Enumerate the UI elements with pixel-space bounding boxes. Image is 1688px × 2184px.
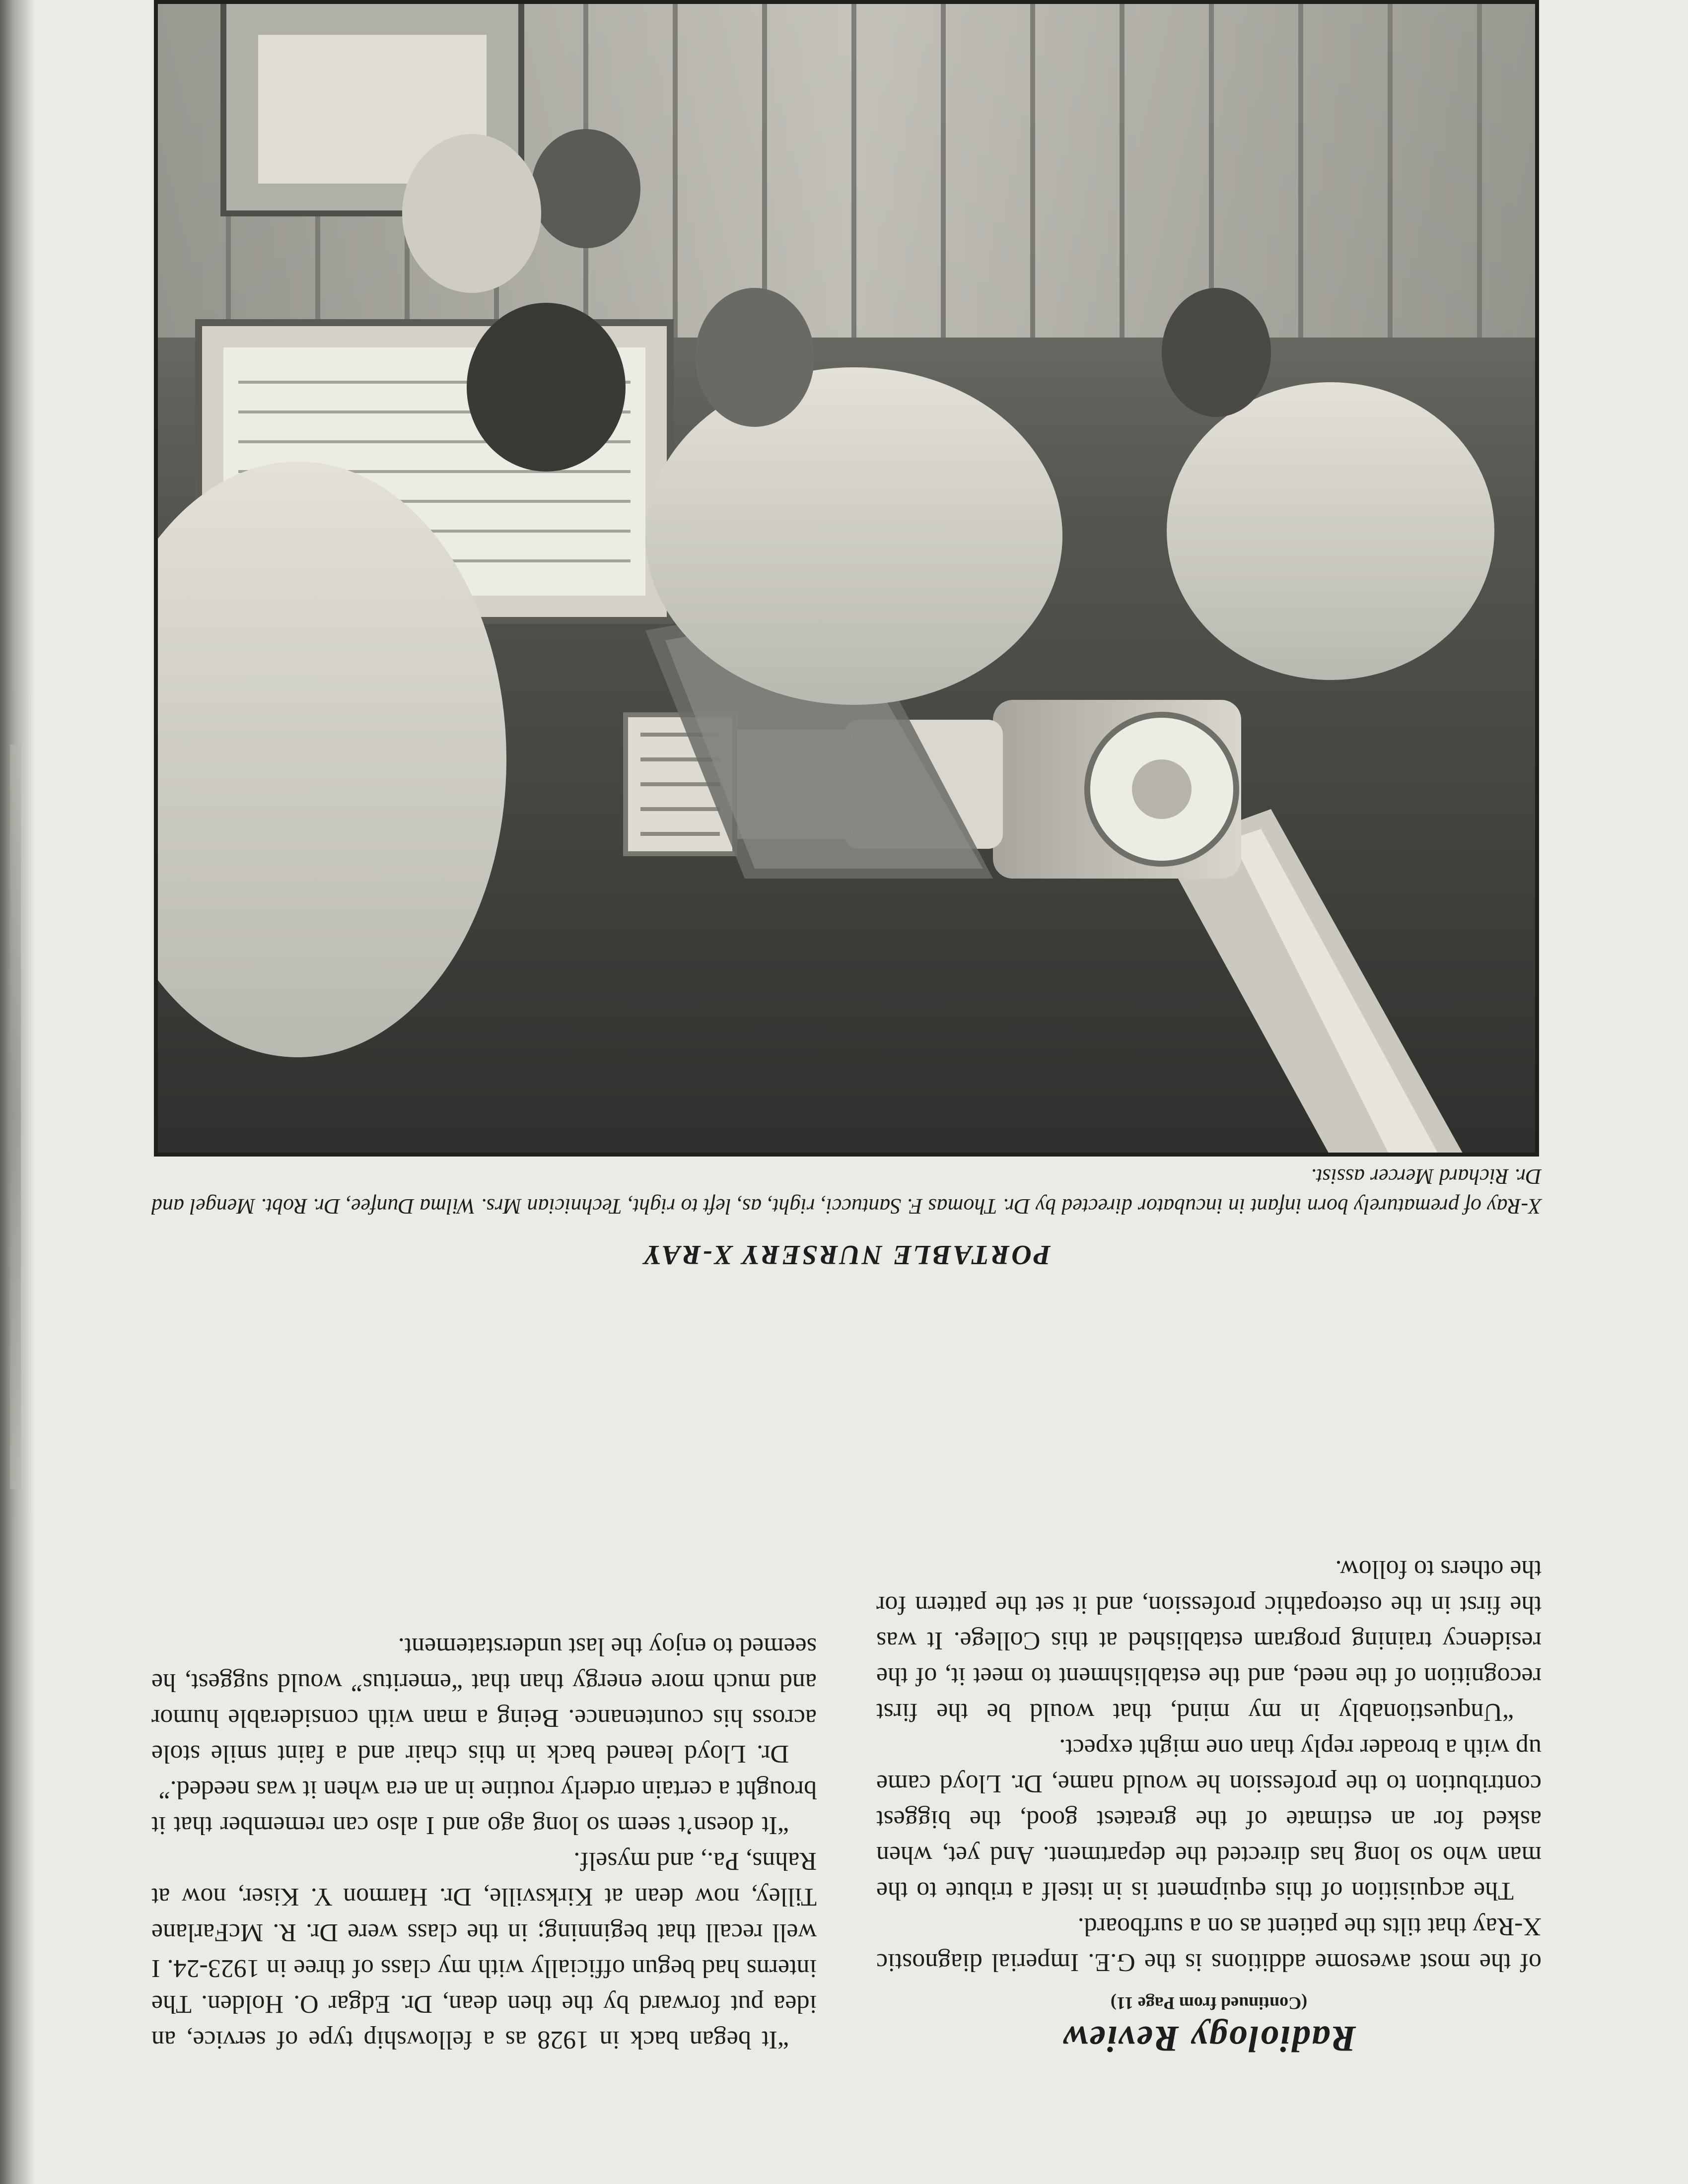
article-column-right <box>151 1629 817 2057</box>
article-paragraph: “Unquestionably in my mind, that would be the first recognition of the need, and the establishment to meet it, of the residency training program established at this College. It was the first in the osteopathic profession, and it set the pattern for the others to follow. <box>876 1555 1542 1727</box>
article-title: Radiology Review <box>1061 2018 1356 2059</box>
article-paragraph: Dr. Lloyd leaned back in this chair and a faint smile stole across his countenance. Being a man with considerable humor and much more energy than that “emeritus” would suggest, he seemed to enjoy the last understatement. <box>151 1633 817 1768</box>
article-paragraph: of the most awesome additions is the G.E. Imperial diagnostic X-Ray that tilts the patient as on a surfboard. <box>876 1912 1542 1977</box>
article-paragraph: “It began back in 1928 as a fellowship type of service, an idea put forward by the then dean, Dr. Edgar O. Holden. The interns had begun officially with my class of three in 1923-24. I well recall that beginning; in the class were Dr. R. McFarlane Tilley, now dean at Kirksville, Dr. Harmon Y. Kiser, now at Rahns, Pa., and myself. <box>151 1847 817 2054</box>
article-column-left <box>876 1551 1542 2057</box>
figure-heading: PORTABLE NURSERY X-RAY <box>642 1239 1051 1270</box>
figure-caption: X-Ray of prematurely born infant in incubator directed by Dr. Thomas F. Santucci, right, as, left to right, Technician Mrs. Wilma Dunfee, Dr. Robt. Mengel and Dr. Richard Mercer assist. <box>151 1164 1542 1219</box>
continued-note: (Continued from Page 11) <box>1110 1993 1308 2014</box>
article <box>151 1313 1542 2057</box>
page-edge-strip <box>10 745 21 1489</box>
photograph <box>154 0 1539 1157</box>
article-paragraph: “It doesn’t seem so long ago and I also can remember that it brought a certain orderly routine in an era when it was needed.” <box>151 1775 817 1840</box>
figure-caption-block <box>151 1161 1542 1271</box>
photograph-illustration <box>154 0 1539 1157</box>
article-paragraph: The acquisition of this equipment is in itself a tribute to the man who so long has directed the department. And yet, when asked for an estimate of the greatest good, the biggest contribution to the profession he would name, Dr. Lloyd came up with a broader reply than one might expect. <box>876 1734 1542 1906</box>
